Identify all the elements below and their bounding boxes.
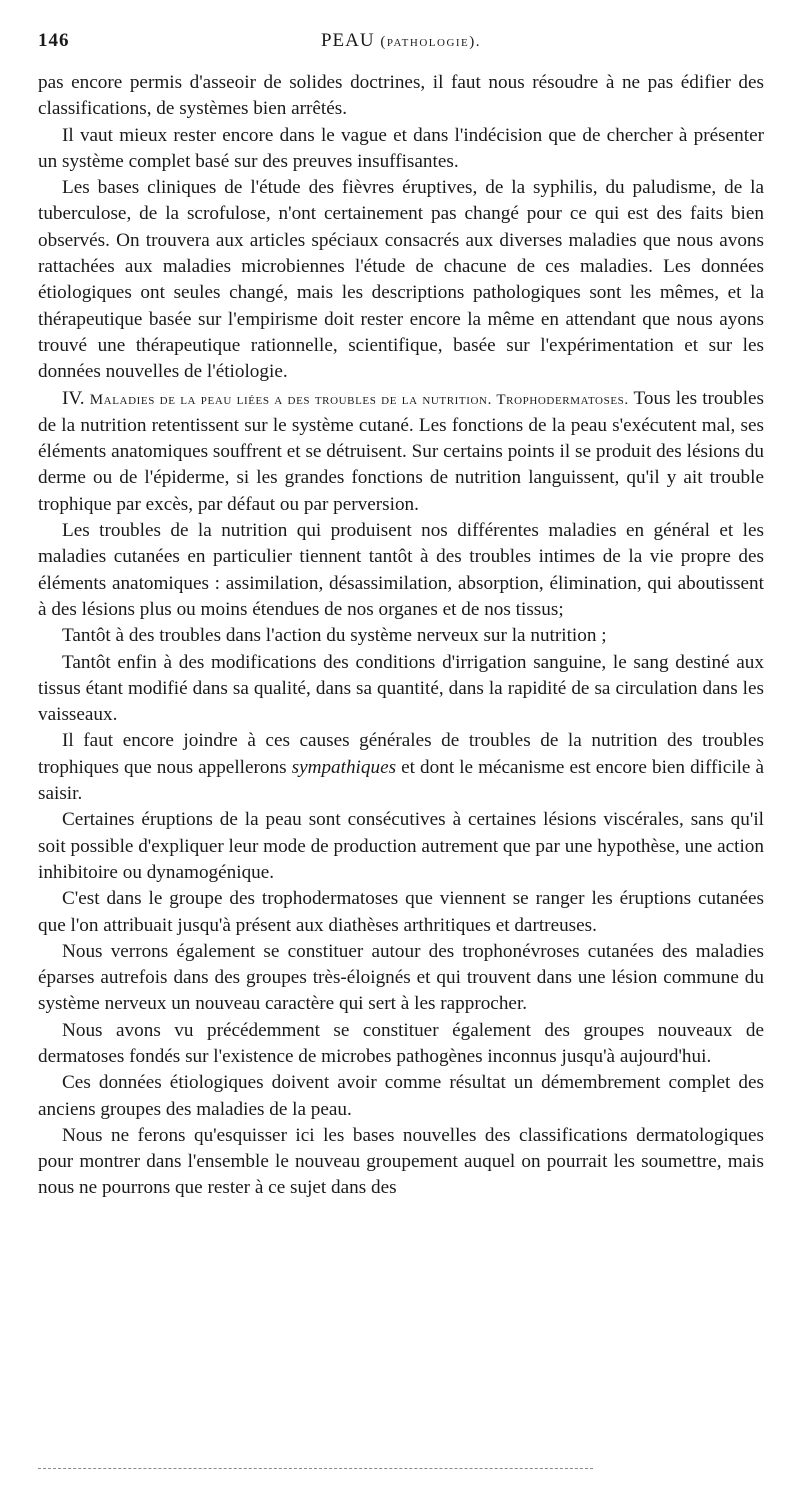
footer-rule	[38, 1468, 593, 1469]
paragraph: Les bases cliniques de l'étude des fièvres éruptives, de la syphilis, du paludisme, de la tuberculose, de la scrofulose, n'ont certainement pas changé pour ce qui est des faits bien observés. On trouvera aux articles spéciaux consacrés aux diverses maladies que nous avons rattachées aux maladies microbiennes l'étude de chacune de ces maladies. Les données étiologiques ont seules changé, mais les descriptions pathologiques sont les mêmes, et la thérapeutique basée sur l'empirisme doit rester encore la même en attendant que nous ayons trouvé une thérapeutique rationnelle, scientifique, basée sur l'expérimentation et sur les données nouvelles de l'étiologie.	[38, 177, 764, 383]
paragraph: Il vaut mieux rester encore dans le vague et dans l'indécision que de chercher à présenter un système complet basé sur des preuves insuffisantes.	[38, 124, 764, 172]
running-head	[38, 28, 764, 58]
paragraph: Nous ne ferons qu'esquisser ici les bases nouvelles des classifications dermatologiques pour montrer dans l'ensemble le nouveau groupement auquel on pourrait les soumettre, mais nous ne pourrons que rester à ce sujet dans des	[38, 1124, 764, 1199]
paragraph-text: Il faut encore joindre à ces causes générales de troubles de la nutrition des troubles trophiques que nous appellerons	[38, 730, 764, 778]
paragraph: Tantôt enfin à des modifications des conditions d'irrigation sanguine, le sang destiné aux tissus étant modifié dans sa qualité, dans sa quantité, dans la rapidité de sa circulation dans les vaisseaux.	[38, 651, 764, 726]
section-paragraph	[38, 386, 764, 518]
section-heading: Maladies de la peau liées a des troubles de la nutrition. Trophodermatoses.	[89, 391, 629, 408]
section-text: Tous les troubles de la nutrition retentissent sur le système cutané. Les fonctions de la peau s'exécutent mal, ses éléments anatomiques souffrent et se détruisent. Sur certains points il se produit des lésions du derme ou de l'épiderme, si les grandes fonctions de nutrition languissent, qu'il y ait trouble trophique par excès, par défaut ou par perversion.	[38, 387, 765, 515]
paragraph-text: et dont le mécanisme est encore bien difficile à saisir.	[38, 756, 765, 805]
running-title-main: PEAU	[320, 30, 375, 51]
page-number: 146	[38, 30, 70, 51]
paragraph: Nous verrons également se constituer autour des trophonévroses cutanées des maladies éparses autrefois dans des groupes très-éloignés et qui trouvent dans une lésion commune du système nerveux un nouveau caractère qui sert à les rapprocher.	[38, 940, 764, 1015]
book-page	[38, 28, 764, 1202]
paragraph: Les troubles de la nutrition qui produisent nos différentes maladies en général et les maladies cutanées en particulier tiennent tantôt à des troubles intimes de la vie propre des éléments anatomiques : assimilation, désassimilation, absorption, élimination, qui aboutissent à des lésions plus ou moins étendues de nos organes et de nos tissus;	[38, 520, 764, 620]
paragraph: Ces données étiologiques doivent avoir comme résultat un démembrement complet des anciens groupes des maladies de la peau.	[38, 1072, 764, 1120]
body-text	[38, 70, 764, 1202]
emphasized-term: sympathiques	[291, 756, 397, 778]
paragraph: Tantôt à des troubles dans l'action du système nerveux sur la nutrition ;	[62, 625, 607, 647]
paragraph: C'est dans le groupe des trophodermatoses que viennent se ranger les éruptions cutanées que l'on attribuait jusqu'à présent aux diathèses arthritiques et dartreuses.	[38, 888, 764, 936]
running-title	[38, 30, 764, 52]
paragraph	[38, 728, 764, 807]
paragraph: pas encore permis d'asseoir de solides doctrines, il faut nous résoudre à ne pas édifier des classifications, de systèmes bien arrêtés.	[38, 72, 764, 120]
section-numeral: IV.	[62, 387, 85, 409]
paragraph: Certaines éruptions de la peau sont consécutives à certaines lésions viscérales, sans qu'il soit possible d'expliquer leur mode de production autrement que par une hypothèse, une action inhibitoire ou dynamogénique.	[38, 809, 764, 883]
paragraph: Nous avons vu précédemment se constituer également des groupes nouveaux de dermatoses fondés sur l'existence de microbes pathogènes inconnus jusqu'à aujourd'hui.	[38, 1019, 764, 1067]
running-title-subtitle: (pathologie).	[380, 34, 482, 50]
